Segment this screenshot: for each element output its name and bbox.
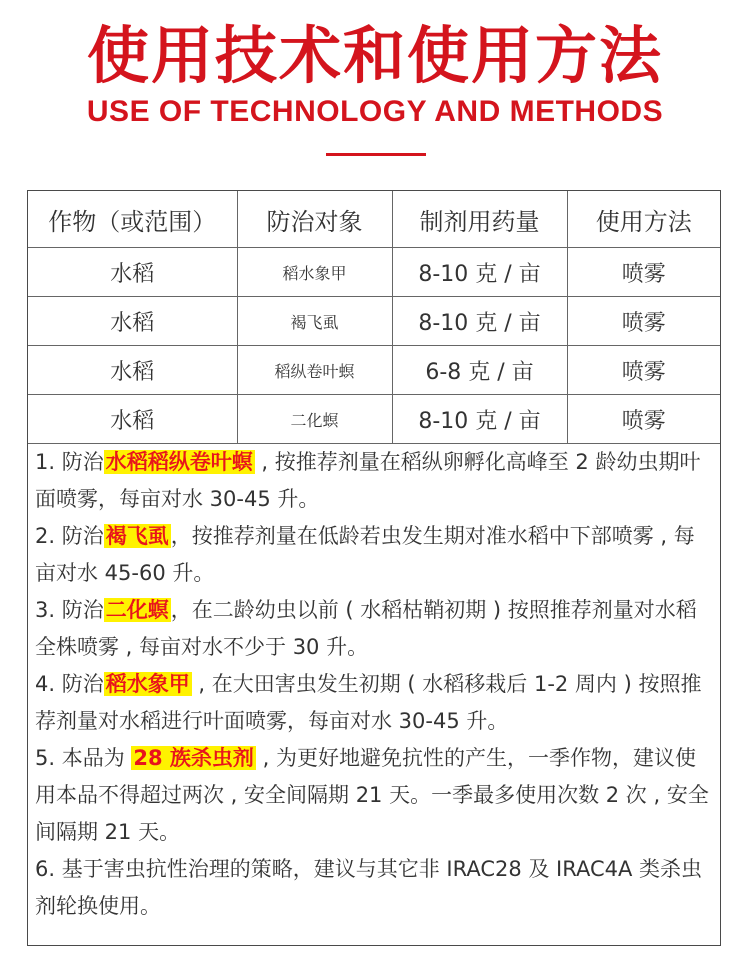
cell-target: 稻纵卷叶螟 — [237, 346, 392, 395]
note-text: 1. 防治 — [35, 450, 104, 474]
usage-table — [28, 191, 720, 444]
cell-method: 喷雾 — [567, 297, 720, 346]
table-row — [28, 297, 720, 346]
cell-crop: 水稻 — [28, 346, 237, 395]
column-header-target: 防治对象 — [237, 191, 392, 248]
table-row — [28, 346, 720, 395]
note-item — [35, 592, 714, 666]
cell-dosage: 6-8 克 / 亩 — [392, 346, 567, 395]
usage-panel — [27, 190, 721, 946]
highlight-product-class: 28 族杀虫剂 — [133, 746, 254, 770]
note-text: 2. 防治 — [35, 524, 104, 548]
table-row — [28, 395, 720, 444]
table-row — [28, 248, 720, 297]
note-item — [35, 444, 714, 518]
note-item — [35, 740, 714, 851]
page-title: 使用技术和使用方法 — [86, 19, 663, 92]
column-header-dosage: 制剂用药量 — [392, 191, 567, 248]
note-text: ，按推荐剂量在低龄若虫发生期对准水稻中下部喷雾 , 每亩对水 45-60 升。 — [35, 524, 695, 585]
cell-dosage: 8-10 克 / 亩 — [392, 297, 567, 346]
cell-crop: 水稻 — [28, 248, 237, 297]
highlight-pest: 褐飞虱 — [105, 524, 169, 548]
note-text: 6. 基于害虫抗性治理的策略，建议与其它非 IRAC28 及 IRAC4A 类杀虫剂轮换使用。 — [35, 857, 703, 918]
note-item — [35, 666, 714, 740]
note-item — [35, 518, 714, 592]
cell-method: 喷雾 — [567, 346, 720, 395]
highlight-pest: 水稻稻纵卷叶螟 — [105, 450, 253, 474]
cell-crop: 水稻 — [28, 395, 237, 444]
cell-method: 喷雾 — [567, 395, 720, 444]
note-text: 4. 防治 — [35, 672, 104, 696]
table-header-row — [28, 191, 720, 248]
cell-dosage: 8-10 克 / 亩 — [392, 395, 567, 444]
usage-notes — [35, 444, 714, 925]
note-text: , 为更好地避免抗性的产生，一季作物，建议使用本品不得超过两次 , 安全间隔期 21 天。一季最多使用次数 2 次 , 安全间隔期 21 天。 — [35, 746, 709, 844]
note-text: ，在二龄幼虫以前 ( 水稻枯鞘初期 ) 按照推荐剂量对水稻全株喷雾 , 每亩对水不少于 30 升。 — [35, 598, 697, 659]
highlight-pest: 二化螟 — [105, 598, 169, 622]
highlight-pest: 稻水象甲 — [105, 672, 190, 696]
cell-target: 二化螟 — [237, 395, 392, 444]
cell-crop: 水稻 — [28, 297, 237, 346]
note-item — [35, 851, 714, 925]
title-divider — [326, 153, 426, 156]
page-subtitle: USE OF TECHNOLOGY AND METHODS — [86, 95, 664, 128]
cell-method: 喷雾 — [567, 248, 720, 297]
cell-target: 褐飞虱 — [237, 297, 392, 346]
column-header-crop: 作物（或范围） — [28, 191, 237, 248]
note-text: , 按推荐剂量在稻纵卵孵化高峰至 2 龄幼虫期叶面喷雾，每亩对水 30-45 升。 — [35, 450, 701, 511]
note-text: 3. 防治 — [35, 598, 104, 622]
cell-dosage: 8-10 克 / 亩 — [392, 248, 567, 297]
note-text: , 在大田害虫发生初期 ( 水稻移栽后 1-2 周内 ) 按照推荐剂量对水稻进行叶面喷雾，每亩对水 30-45 升。 — [35, 672, 702, 733]
cell-target: 稻水象甲 — [237, 248, 392, 297]
note-text: 5. 本品为 — [35, 746, 132, 770]
column-header-method: 使用方法 — [567, 191, 720, 248]
